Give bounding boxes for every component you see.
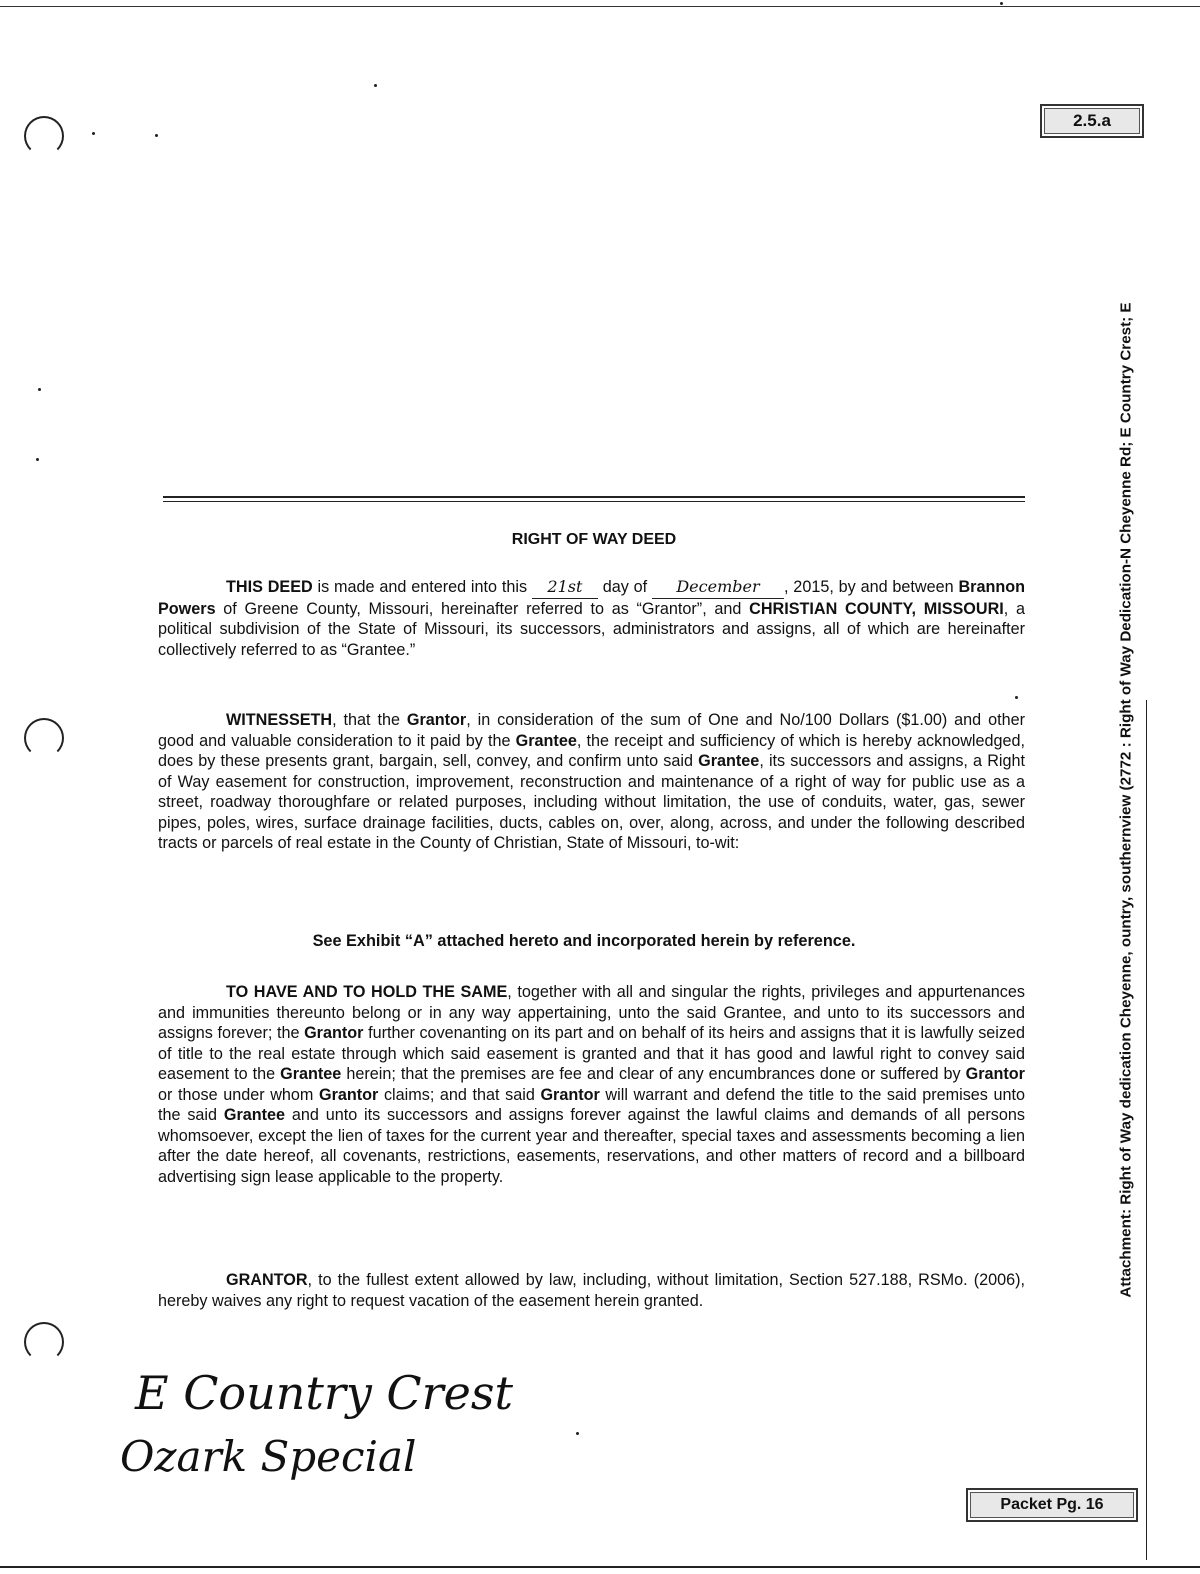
- scan-speck: [1000, 2, 1003, 5]
- scan-speck: [374, 84, 377, 87]
- habendum-paragraph: TO HAVE AND TO HOLD THE SAME, together with all and singular the rights, privileges and appurtenances and immunities thereunto belong or in any way appertaining, unto the said Grantee, and unto to its successors and assigns forever; the Grantor further covenanting on its part and on behalf of its heirs and assigns that it is lawfully seized of title to the real estate through which said easement is granted and that it has good and lawful right to convey said easement to the Grantee herein; that the premises are fee and clear of any encumbrances done or suffered by Grantor or those under whom Grantor claims; and that said Grantor will warrant and defend the title to the said premises unto the said Grantee and unto its successors and assigns forever against the lawful claims and demands of all persons whomsoever, except the lien of taxes for the current year and thereafter, special taxes and assessments becoming a lien after the date hereof, all covenants, restrictions, easements, reservations, and other matters of record and a billboard advertising sign lease applicable to the property.: [158, 983, 1026, 1186]
- scan-edge-top: [0, 6, 1200, 7]
- punch-hole-top: [24, 116, 64, 156]
- document-title: RIGHT OF WAY DEED: [511, 531, 677, 548]
- attachment-sidebar-label: Attachment: Right of Way dedication Cheyenne, ountry, southernview (2772 : Right of Way Dedication-N Cheyenne Rd; E Country Crest; E: [1117, 302, 1135, 1298]
- margin-rule: [1146, 700, 1147, 1560]
- punch-hole-bottom: [24, 1322, 64, 1362]
- packet-page-stamp: Packet Pg. 16: [966, 1488, 1138, 1522]
- header-double-rule: [163, 496, 1025, 502]
- agenda-code-stamp: 2.5.a: [1040, 104, 1144, 138]
- scan-speck: [92, 132, 95, 135]
- witnesseth-paragraph: WITNESSETH, that the Grantor, in consideration of the sum of One and No/100 Dollars ($1.00) and other good and valuable consideration to it paid by the Grantee, the receipt and sufficiency of which is hereby acknowledged, does by these presents grant, bargain, sell, convey, and confirm unto said Grantee, its successors and assigns, a Right of Way easement for construction, improvement, reconstruction and maintenance of a right of way for public use as a street, roadway thoroughfare or related purposes, including without limitation, the use of conduits, water, gas, sewer pipes, poles, wires, surface drainage facilities, ducts, cables on, over, along, across, and under the following described tracts or parcels of real estate in the County of Christian, State of Missouri, to-wit:: [158, 711, 1025, 852]
- scan-speck: [1015, 696, 1018, 699]
- scan-edge-bottom: [0, 1566, 1200, 1568]
- exhibit-reference: See Exhibit “A” attached hereto and incorporated herein by reference.: [312, 932, 856, 950]
- handwritten-note-line2: Ozark Special: [120, 1432, 417, 1481]
- scan-speck: [576, 1432, 579, 1435]
- handwritten-day: 21st: [532, 577, 598, 599]
- scan-speck: [155, 134, 158, 137]
- punch-hole-middle: [24, 718, 64, 758]
- handwritten-note-line1: E Country Crest: [135, 1366, 513, 1420]
- handwritten-month: December: [652, 577, 784, 599]
- scan-speck: [36, 458, 39, 461]
- waiver-paragraph: GRANTOR, to the fullest extent allowed by law, including, without limitation, Section 527.188, RSMo. (2006), hereby waives any right to request vacation of the easement herein granted.: [158, 1271, 1025, 1310]
- scan-speck: [38, 388, 41, 391]
- deed-intro-paragraph: THIS DEED is made and entered into this 21st day of December , 2015, by and between Brannon Powers of Greene County, Missouri, hereinafter referred to as “Grantor”, and CHRISTIAN COUNTY, MISSOURI, a political subdivision of the State of Missouri, its successors, administrators and assigns, all of which are hereinafter collectively referred to as “Grantee.”: [158, 577, 1025, 659]
